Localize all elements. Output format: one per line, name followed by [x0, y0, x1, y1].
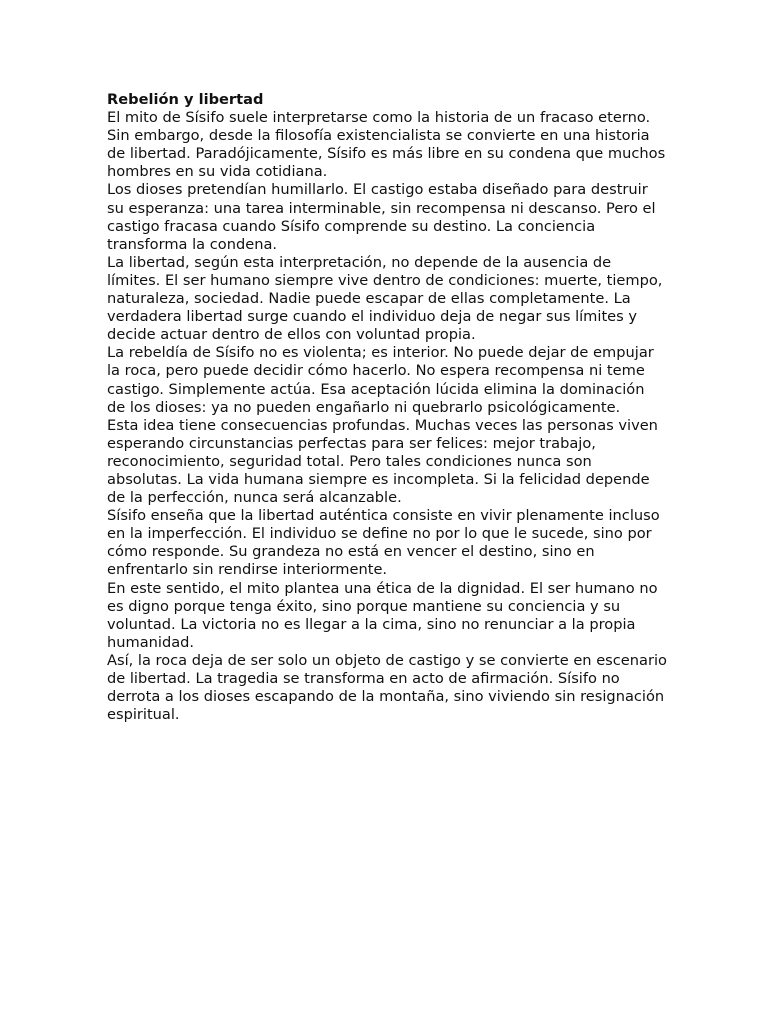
paragraph-2: Los dioses pretendían humillarlo. El castigo estaba diseñado para destruir su esperanza: una tarea interminable, sin recompensa ni descanso. Pero el castigo fracasa cuando Sísifo comprende su destino. La conciencia transforma la condena.	[107, 181, 656, 253]
paragraph-5: Esta idea tiene consecuencias profundas. Muchas veces las personas viven esperando circunstancias perfectas para ser felices: mejor trabajo, reconocimiento, seguridad total. Pero tales condiciones nunca son absolutas. La vida humana siempre es incompleta. Si la felicidad depende de la perfección, nunca será alcanzable.	[107, 416, 658, 507]
paragraph-6: Sísifo enseña que la libertad auténtica consiste en vivir plenamente incluso en la imperfección. El individuo se define no por lo que le sucede, sino por cómo responde. Su grandeza no está en vencer el destino, sino en enfrentarlo sin rendirse interiormente.	[107, 507, 660, 579]
document-page	[107, 91, 667, 724]
document-title: Rebelión y libertad	[107, 91, 264, 108]
paragraph-7: En este sentido, el mito plantea una ética de la dignidad. El ser humano no es digno porque tenga éxito, sino porque mantiene su conciencia y su voluntad. La victoria no es llegar a la cima, sino no renunciar a la propia humanidad.	[107, 579, 658, 651]
paragraph-4: La rebeldía de Sísifo no es violenta; es interior. No puede dejar de empujar la roca, pero puede decidir cómo hacerlo. No espera recompensa ni teme castigo. Simplemente actúa. Esa aceptación lúcida elimina la dominación de los dioses: ya no pueden engañarlo ni quebrarlo psicológicamente.	[107, 344, 654, 416]
paragraph-3: La libertad, según esta interpretación, no depende de la ausencia de límites. El ser humano siempre vive dentro de condiciones: muerte, tiempo, naturaleza, sociedad. Nadie puede escapar de ellas completamente. La verdadera libertad surge cuando el individuo deja de negar sus límites y decide actuar dentro de ellos con voluntad propia.	[107, 253, 663, 344]
paragraph-8: Así, la roca deja de ser solo un objeto de castigo y se convierte en escenario de libertad. La tragedia se transforma en acto de afirmación. Sísifo no derrota a los dioses escapando de la montaña, sino viviendo sin resignación espiritual.	[107, 651, 667, 724]
paragraph-1: El mito de Sísifo suele interpretarse como la historia de un fracaso eterno. Sin embargo, desde la filosofía existencialista se convierte en una historia de libertad. Paradójicamente, Sísifo es más libre en su condena que muchos hombres en su vida cotidiana.	[107, 109, 666, 181]
